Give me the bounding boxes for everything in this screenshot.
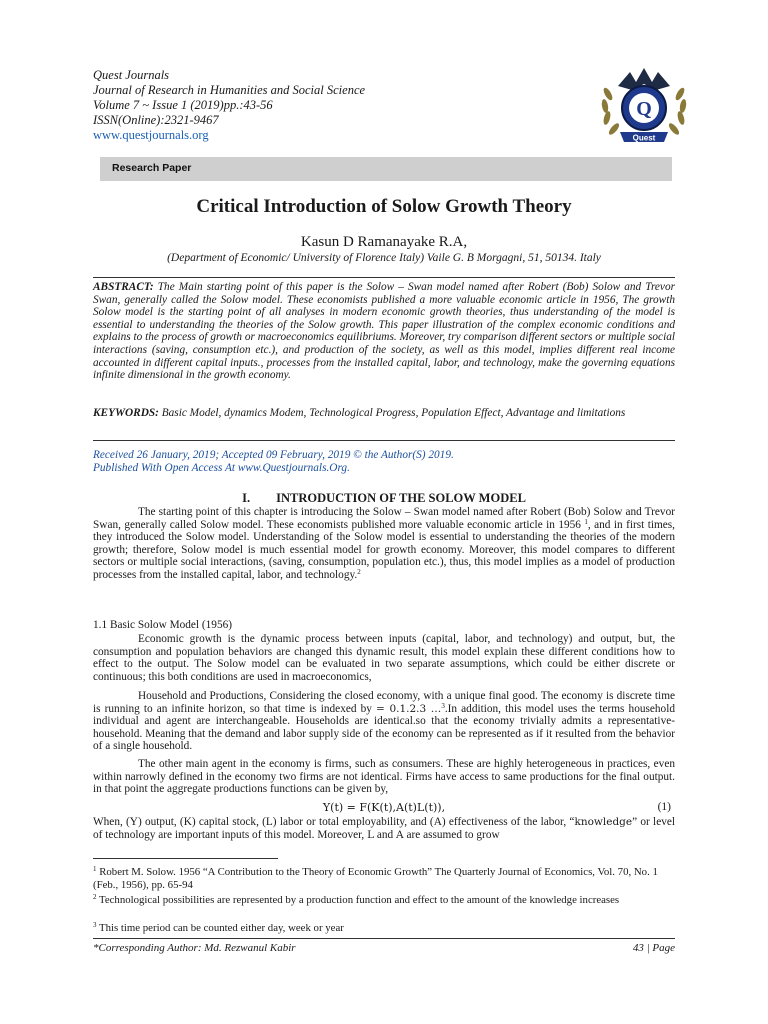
- journal-header: [93, 68, 365, 143]
- page-number: 43 | Page: [632, 942, 675, 954]
- technology-symbol: A: [396, 828, 404, 841]
- footnote-rule: [93, 858, 278, 859]
- labor-symbol: L: [367, 828, 375, 841]
- footnote-2-number: 2: [93, 893, 97, 901]
- basic-p4-text-a: When, (Y) output, (K) capital stock, (L) labor or total employability, and (A) effectiveness of the labor, “: [93, 816, 575, 828]
- intro-paragraph: [93, 506, 675, 582]
- logo-text: Quest: [632, 133, 656, 143]
- journal-volume: Volume 7 ~ Issue 1 (2019)pp.:43-56: [93, 98, 273, 112]
- svg-text:Q: Q: [636, 98, 652, 120]
- published-line: Published With Open Access At www.Questjournals.Org.: [93, 462, 350, 474]
- quest-journals-logo: [596, 64, 692, 150]
- author-name: Kasun D Ramanayake R.A,: [300, 234, 468, 250]
- footnote-ref-1[interactable]: 1: [584, 517, 588, 526]
- footnote-3-text: This time period can be counted either day, week or year: [96, 922, 344, 934]
- basic-p2-text-b: .In addition, this model uses the terms household individual and agent are interchangeable. Households are identical.so that the economy trivially admits a representative-household. Meaning that the demand and labor supply side of the economy can be represented as if it resulted from the behavior of a single household.: [93, 702, 675, 753]
- footnote-1-number: 1: [93, 865, 97, 873]
- basic-p4-text-d: are assumed to grow: [403, 828, 500, 841]
- page-footer: [93, 942, 675, 954]
- footnote-2-text: Technological possibilities are represented by a production function and effect to the amount of the knowledge increases: [96, 894, 620, 906]
- footnote-3-number: 3: [93, 921, 97, 929]
- footnote-ref-3[interactable]: 3: [441, 701, 445, 710]
- intro-text-b: , and in first times, they introduced the Solow model. Understanding of the Solow model is essential to understanding the theories of the modern growth; therefore, Solow model is much essential model for growth economy. Moreover, this model compares to different sectors or multiple social interactions, (saving, consumption, population etc.), thus, this model implies as a model of production processes from the installed capital, labor, and technology.: [93, 518, 676, 581]
- article-type-band: [100, 157, 672, 181]
- basic-p4-text-c: and: [374, 828, 397, 841]
- time-index-math: = 0.1.2.3 …: [376, 702, 442, 715]
- footer-rule: [93, 938, 675, 939]
- equation-number: (1): [657, 801, 671, 813]
- footnote-1: [93, 866, 675, 891]
- basic-paragraph-4: [93, 816, 675, 841]
- author-affiliation: (Department of Economic/ University of Florence Italy) Vaile G. B Morgagni, 51, 50134. Italy: [167, 252, 601, 264]
- journal-title: Journal of Research in Humanities and Social Science: [93, 83, 366, 97]
- basic-p2-text-a: Household and Productions, Considering the closed economy, with a unique final good. The economy is discrete time is running to an infinite horizon, so that time is indexed by: [93, 690, 675, 715]
- footnote-2: [93, 894, 675, 907]
- keywords: [93, 407, 675, 420]
- article-type-label: Research Paper: [112, 162, 192, 174]
- keywords-label: KEYWORDS:: [93, 407, 159, 419]
- footnote-3: [93, 922, 675, 935]
- knowledge-term: knowledge: [574, 816, 633, 828]
- basic-p4-text-b: ” or level of technology are important inputs of this model. Moreover,: [93, 816, 676, 841]
- journal-url-link[interactable]: www.questjournals.org: [93, 128, 209, 142]
- production-function-equation: Y(t) = F(K(t),A(t)L(t)),: [322, 801, 446, 814]
- section-heading: [0, 491, 768, 506]
- basic-paragraph-2: [93, 690, 675, 753]
- abstract-text: The Main starting point of this paper is the Solow – Swan model named after Robert (Bob) Solow and Trevor Swan, generally called the Solow model. These economists published a more valuable economic article in 1956, The growth Solow model is the starting point of all analyses in modern economic growth theories, thus understanding of the model is essential to understanding the theories of the Solow growth. This paper illustration of the complex economic conditions and explains to the process of growth or macroeconomics equilibriums. Moreover, try comparison different sectors or multiple social interactions (saving, consumption etc.), and production of the society, as well as this model, implies different real income accounted in different capital inputs., processes from the installed capital, labor, and technology, make the governing equations infinite dimensional in the growth economy.: [93, 281, 675, 382]
- subsection-heading: 1.1 Basic Solow Model (1956): [93, 619, 233, 631]
- intro-text-a: The starting point of this chapter is introducing the Solow – Swan model named after Robert (Bob) Solow and Trevor Swan, generally called Solow model. These economists published more valuable economic article in 1956: [93, 506, 675, 531]
- abstract: [93, 281, 675, 382]
- keywords-text: Basic Model, dynamics Modem, Technological Progress, Population Effect, Advantage and limitations: [158, 407, 626, 419]
- paper-title: Critical Introduction of Solow Growth Theory: [196, 196, 572, 217]
- basic-paragraph-1: Economic growth is the dynamic process between inputs (capital, labor, and technology) and output, but, the consumption and population behaviors are changed this dynamic result, this model explain these different conditions how to effect to the output. The Solow model can be evaluated in two separate assumptions, which could be either discrete or continuous; this both conditions are used in macroeconomics,: [93, 633, 675, 683]
- basic-paragraph-3: The other main agent in the economy is firms, such as consumers. These are highly heterogeneous in practices, even within narrowly defined in the economy two firms are not identical. Firms have access to same productions for the final output. in that point the aggregate productions functions can be given by,: [93, 758, 675, 796]
- journal-issn: ISSN(Online):2321-9467: [93, 113, 219, 127]
- corresponding-author: *Corresponding Author: Md. Rezwanul Kabir: [93, 942, 296, 954]
- received-line: Received 26 January, 2019; Accepted 09 February, 2019 © the Author(S) 2019.: [93, 449, 454, 461]
- abstract-top-rule: [93, 277, 675, 278]
- section-number: I.: [242, 491, 251, 505]
- abstract-bottom-rule: [93, 440, 675, 441]
- footnote-ref-2[interactable]: 2: [357, 567, 361, 576]
- footnote-1-text: Robert M. Solow. 1956 “A Contribution to the Theory of Economic Growth” The Quarterly Journal of Economics, Vol. 70, No. 1 (Feb., 1956), pp. 65-94: [93, 866, 658, 891]
- journal-name: Quest Journals: [93, 68, 170, 82]
- abstract-label: ABSTRACT:: [93, 281, 154, 293]
- section-title: INTRODUCTION OF THE SOLOW MODEL: [276, 491, 526, 505]
